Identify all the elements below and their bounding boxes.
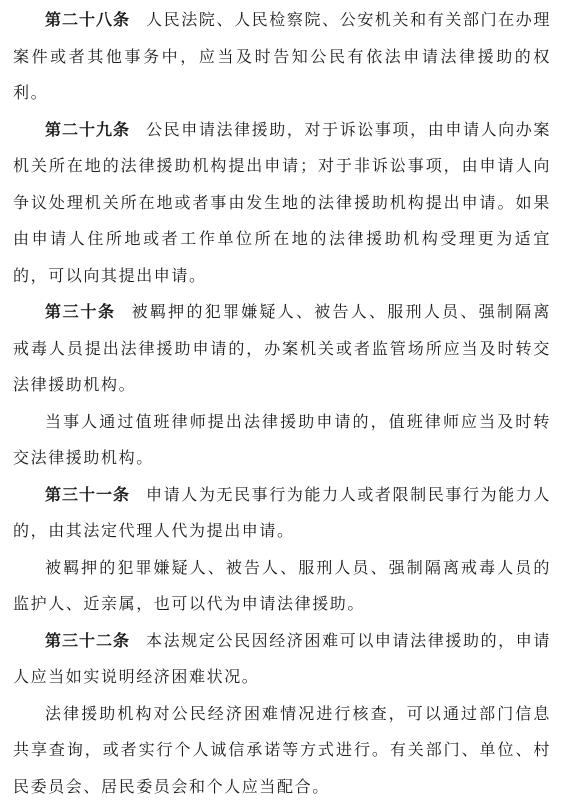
document-page [13,0,551,805]
article-text: 公民申请法律援助，对于诉讼事项，由申请人向办案机关所在地的法律援助机构提出申请；对于非诉讼事项，由申请人向争议处理机关所在地或者事由发生地的法律援助机构提出申请。如果由申请人住所地或者工作单位所在地的法律援助机构受理更为适宜的，可以向其提出申请。 [13,119,551,285]
article-text: 申请人为无民事行为能力人或者限制民事行为能力人的，由其法定代理人代为提出申请。 [13,484,551,540]
article-29-paragraph [13,112,551,295]
article-31-paragraph [13,477,551,550]
article-text: 本法规定公民因经济困难可以申请法律援助的，申请人应当如实说明经济困难状况。 [13,630,551,686]
article-30-paragraph [13,294,551,404]
article-text: 被羁押的犯罪嫌疑人、被告人、服刑人员、强制隔离戒毒人员的监护人、近亲属，也可以代为申请法律援助。 [13,557,551,613]
article-number: 第二十九条 [45,119,131,139]
article-31-second-paragraph [13,550,551,623]
article-32-second-paragraph [13,696,551,806]
article-text: 当事人通过值班律师提出法律援助申请的，值班律师应当及时转交法律援助机构。 [13,411,551,467]
article-32-paragraph [13,623,551,696]
article-28-paragraph [13,2,551,112]
article-number: 第二十八条 [45,10,131,29]
article-text: 法律援助机构对公民经济困难情况进行核查，可以通过部门信息共享查询，或者实行个人诚信承诺等方式进行。有关部门、单位、村民委员会、居民委员会和个人应当配合。 [13,703,551,796]
article-number: 第三十一条 [45,484,131,504]
article-number: 第三十条 [45,302,116,321]
article-text: 被羁押的犯罪嫌疑人、被告人、服刑人员、强制隔离戒毒人员提出法律援助申请的，办案机关或者监管场所应当及时转交法律援助机构。 [13,302,551,394]
article-text: 人民法院、人民检察院、公安机关和有关部门在办理案件或者其他事务中，应当及时告知公民有依法申请法律援助的权利。 [13,10,551,102]
article-number: 第三十二条 [45,630,131,650]
article-30-second-paragraph [13,404,551,477]
